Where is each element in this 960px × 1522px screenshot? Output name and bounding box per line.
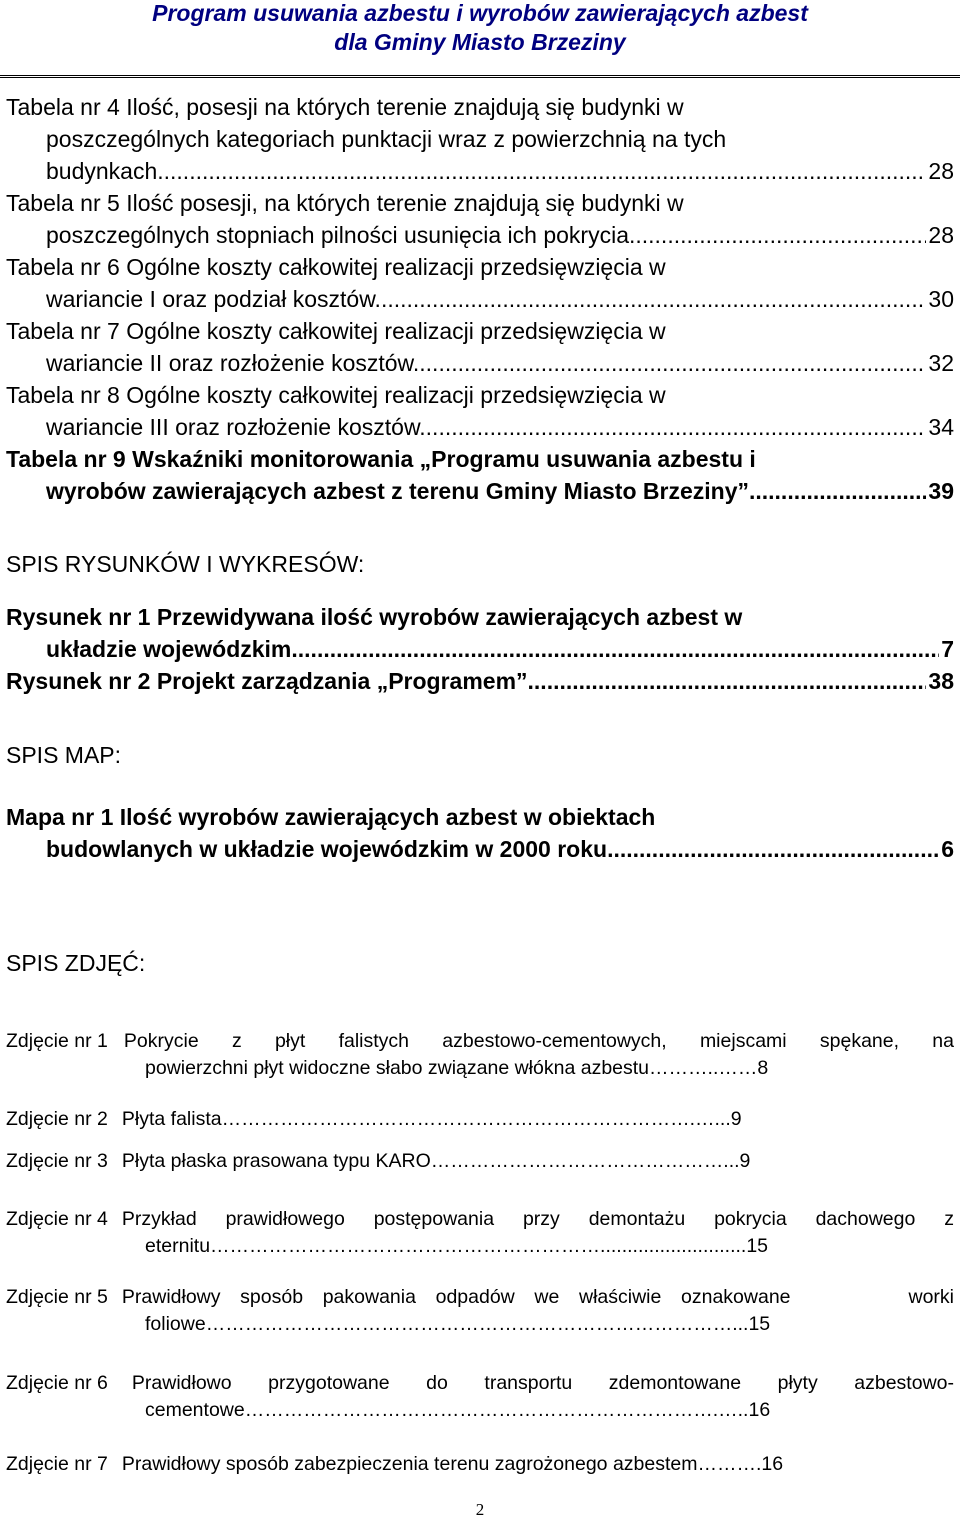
toc-entry-photo-3[interactable] <box>6 1148 954 1175</box>
toc-entry-title-cont: układzie wojewódzkim <box>46 636 292 662</box>
toc-entry-title-cont: wariancie III oraz rozłożenie kosztów. <box>46 414 426 440</box>
toc-entry-table-8[interactable] <box>6 379 954 443</box>
toc-page-number: 30 <box>928 286 954 312</box>
dot-leader <box>547 665 927 697</box>
toc-entry-photo-7[interactable] <box>6 1451 954 1478</box>
toc-entry-table-5[interactable] <box>6 187 954 251</box>
page-number: 2 <box>475 1500 485 1519</box>
toc-entry-title: Tabela nr 6 Ogólne koszty całkowitej realizacji przedsięwzięcia w <box>6 254 666 280</box>
photo-label: Zdjęcie nr 1 <box>6 1030 108 1052</box>
toc-page-number: 6 <box>941 836 954 862</box>
photo-caption: Prawidłowy sposób zabezpieczenia terenu zagrożonego azbestem……….16 <box>121 1453 784 1475</box>
toc-page-number: 7 <box>941 636 954 662</box>
photo-label: Zdjęcie nr 5 <box>6 1286 108 1308</box>
toc-entry-title-cont: wyrobów zawierających azbest z terenu Gminy Miasto Brzeziny” <box>46 478 749 504</box>
photo-label: Zdjęcie nr 4 <box>6 1208 108 1230</box>
toc-entry-leader <box>6 347 954 379</box>
header-line-2: dla Gminy Miasto Brzeziny <box>334 29 626 55</box>
toc-entry-leader <box>6 155 954 187</box>
toc-entry-table-7[interactable] <box>6 315 954 379</box>
toc-page-number: 28 <box>928 158 954 184</box>
toc-entry-table-6[interactable] <box>6 251 954 315</box>
toc-entry-title: Rysunek nr 2 Projekt zarządzania „Programem”... <box>6 668 547 694</box>
header-rule <box>0 75 960 78</box>
toc-entry-leader <box>6 219 954 251</box>
dot-leader <box>749 475 926 507</box>
toc-entry-title: Tabela nr 7 Ogólne koszty całkowitej realizacji przedsięwzięcia w <box>6 318 666 344</box>
toc-entry-map-1[interactable] <box>6 801 954 865</box>
toc-entry-leader <box>6 283 954 315</box>
toc-entry-title: Tabela nr 4 Ilość, posesji na których terenie znajdują się budynki w <box>6 94 684 120</box>
toc-page-number: 39 <box>928 478 954 504</box>
toc-entry-figure-1[interactable] <box>6 601 954 665</box>
toc-entry-title: Tabela nr 8 Ogólne koszty całkowitej realizacji przedsięwzięcia w <box>6 382 666 408</box>
toc-entry-title-cont: budynkach. <box>46 158 164 184</box>
toc-entry-figure-2[interactable] <box>6 665 954 697</box>
toc-entry-title-cont: poszczególnych stopniach pilności usunięcia ich pokrycia. <box>46 222 636 248</box>
photo-caption-cont: cementowe……………………………………………………………….…..16 <box>145 1399 771 1421</box>
photo-label: Zdjęcie nr 2 <box>6 1108 108 1130</box>
toc-entry-table-9[interactable] <box>6 443 954 507</box>
toc-entry-photo-4[interactable] <box>6 1206 954 1260</box>
toc-page-number: 32 <box>928 350 954 376</box>
dot-leader <box>635 219 926 251</box>
toc-entry-title: Rysunek nr 1 Przewidywana ilość wyrobów zawierających azbest w <box>6 604 743 630</box>
photo-caption-cont: powierzchni płyt widoczne słabo związane włókna azbestu………..……8 <box>145 1057 769 1079</box>
toc-entry-title-cont: wariancie I oraz podział kosztów. <box>46 286 381 312</box>
dot-leader <box>613 833 939 865</box>
photo-caption-cont: foliowe………………………………………………………………………...15 <box>145 1313 771 1335</box>
section-heading-mapy: SPIS MAP: <box>6 742 122 768</box>
photo-caption: Przykład prawidłowego postępowania przy demontażu pokrycia dachowego z <box>121 1208 954 1230</box>
photo-label: Zdjęcie nr 6 <box>6 1372 108 1394</box>
dot-leader <box>419 347 926 379</box>
photo-label: Zdjęcie nr 7 <box>6 1453 108 1475</box>
toc-page-number: 28 <box>928 222 954 248</box>
photo-caption: Prawidłowy sposób pakowania odpadów we właściwie oznakowane worki <box>121 1286 954 1308</box>
photo-label: Zdjęcie nr 3 <box>6 1150 108 1172</box>
toc-entry-title-cont: poszczególnych kategoriach punktacji wraz z powierzchnią na tych <box>46 126 727 152</box>
toc-entry-table-4[interactable] <box>6 91 954 187</box>
toc-entry-leader <box>6 833 954 865</box>
toc-entry-photo-2[interactable] <box>6 1106 954 1133</box>
dot-leader <box>426 411 927 443</box>
dot-leader <box>381 283 926 315</box>
toc-entry-leader <box>6 633 954 665</box>
toc-entry-photo-5[interactable] <box>6 1284 954 1338</box>
photo-caption-cont: eternitu……………………………………………………...........................15 <box>145 1235 769 1257</box>
dot-leader <box>291 633 939 665</box>
toc-entry-leader <box>6 665 954 697</box>
toc-entry-photo-1[interactable] <box>6 1028 954 1082</box>
toc-entry-title: Tabela nr 5 Ilość posesji, na których terenie znajdują się budynki w <box>6 190 684 216</box>
toc-entry-title-cont: wariancie II oraz rozłożenie kosztów. <box>46 350 420 376</box>
header-line-1: Program usuwania azbestu i wyrobów zawierających azbest <box>152 0 808 26</box>
photo-caption: Płyta płaska prasowana typu KARO………………………………………...9 <box>121 1150 751 1172</box>
section-heading-zdjecia: SPIS ZDJĘĆ: <box>6 950 146 976</box>
toc-entry-leader <box>6 411 954 443</box>
section-heading-rysunki: SPIS RYSUNKÓW I WYKRESÓW: <box>6 551 365 577</box>
toc-entry-title-cont: budowlanych w układzie wojewódzkim w 2000 roku. <box>46 836 614 862</box>
photo-caption: Płyta falista……………………………………………………………….…...9 <box>121 1108 742 1130</box>
toc-entry-title: Tabela nr 9 Wskaźniki monitorowania „Programu usuwania azbestu i <box>6 446 756 472</box>
toc-page-number: 34 <box>928 414 954 440</box>
photo-caption: Pokrycie z płyt falistych azbestowo-cementowych, miejscami spękane, na <box>123 1030 954 1052</box>
toc-entry-leader <box>6 475 954 507</box>
dot-leader <box>164 155 927 187</box>
toc-entry-title: Mapa nr 1 Ilość wyrobów zawierających azbest w obiektach <box>6 804 656 830</box>
toc-entry-photo-6[interactable] <box>6 1370 954 1424</box>
toc-page-number: 38 <box>928 668 954 694</box>
photo-caption: Prawidłowo przygotowane do transportu zdemontowane płyty azbestowo- <box>131 1372 954 1394</box>
